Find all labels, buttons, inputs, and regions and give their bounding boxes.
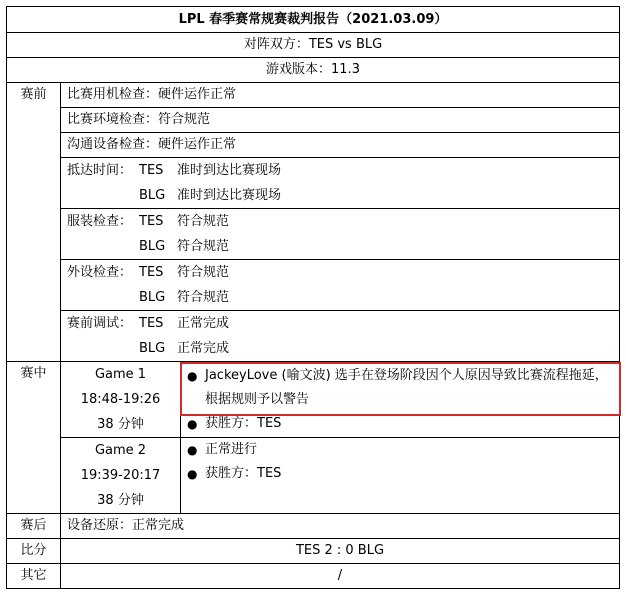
pre-paired-1 [7,209,620,260]
team-name: TES [139,162,164,178]
paired-cell [61,311,620,362]
game-2-duration: 38 分钟 [97,493,144,508]
game-2-row [7,438,620,514]
paired-value: 符合规范 [177,238,230,254]
game-2-name: Game 2 [94,443,147,458]
post-row [7,514,620,539]
paired-label: 服装检查： [67,213,133,229]
section-during-label: 赛中 [7,362,61,514]
score-row [7,539,620,564]
team-name: BLG [139,289,166,305]
game-1-row [7,362,620,438]
bullet-item [187,462,613,486]
bullet-icon: ● [187,467,198,481]
bullet-item [187,438,613,462]
team-name: BLG [139,340,166,356]
section-other-label: 其它 [7,564,61,589]
paired-value: 准时到达比赛现场 [177,187,282,203]
paired-label: 赛前调试： [67,315,133,331]
matchup-text: 对阵双方：TES vs BLG [7,33,620,58]
pre-paired-3 [7,311,620,362]
pre-item-1: 比赛环境检查：符合规范 [61,108,620,133]
game-1-time: 18:48-19:26 [80,392,161,407]
other-text: / [61,564,620,589]
bullet-icon: ● [187,416,198,431]
title-row [7,7,620,33]
referee-report-table [6,6,620,589]
bullet-icon: ● [187,368,198,383]
section-post-label: 赛后 [7,514,61,539]
matchup-row [7,33,620,58]
paired-label: 外设检查： [67,264,133,280]
game-2-notes [181,438,620,514]
pre-item-0: 比赛用机检查：硬件运作正常 [61,83,620,108]
paired-value: 符合规范 [177,264,230,280]
report-title: LPL 春季赛常规赛裁判报告（2021.03.09） [7,7,620,33]
bullet-item [187,364,613,412]
game-1-name: Game 1 [94,367,147,382]
team-name: TES [139,213,164,229]
paired-label: 抵达时间： [67,162,133,178]
bullet-item [187,412,613,436]
pre-paired-0 [7,158,620,209]
team-name: BLG [139,238,166,254]
paired-value: 正常完成 [177,340,230,356]
game-1-note-1: 获胜方：TES [205,415,282,431]
section-pre-label: 赛前 [7,83,61,362]
paired-value: 符合规范 [177,289,230,305]
section-score-label: 比分 [7,539,61,564]
game-2-time: 19:39-20:17 [80,468,161,483]
bullet-icon: ● [187,443,198,457]
score-text: TES 2 : 0 BLG [61,539,620,564]
other-row [7,564,620,589]
pre-item-2: 沟通设备检查：硬件运作正常 [61,133,620,158]
game-1-notes [181,362,620,438]
paired-cell [61,158,620,209]
paired-cell [61,209,620,260]
game-2-note-1: 获胜方：TES [205,466,282,481]
version-row [7,58,620,83]
paired-value: 符合规范 [177,213,230,229]
paired-value: 准时到达比赛现场 [177,162,282,178]
post-text: 设备还原：正常完成 [61,514,620,539]
pre-row-2 [7,133,620,158]
pre-paired-2 [7,260,620,311]
game-1-note-0: JackeyLove (喻文波) 选手在登场阶段因个人原因导致比赛流程拖延，根据规则予以警告 [205,367,608,407]
version-text: 游戏版本：11.3 [7,58,620,83]
pre-row-0 [7,83,620,108]
pre-row-1 [7,108,620,133]
team-name: TES [139,264,164,280]
game-1-info [61,362,181,438]
team-name: TES [139,315,164,331]
game-1-duration: 38 分钟 [97,417,144,432]
game-2-note-0: 正常进行 [205,442,258,457]
paired-value: 正常完成 [177,315,230,331]
paired-cell [61,260,620,311]
game-2-info [61,438,181,514]
team-name: BLG [139,187,166,203]
